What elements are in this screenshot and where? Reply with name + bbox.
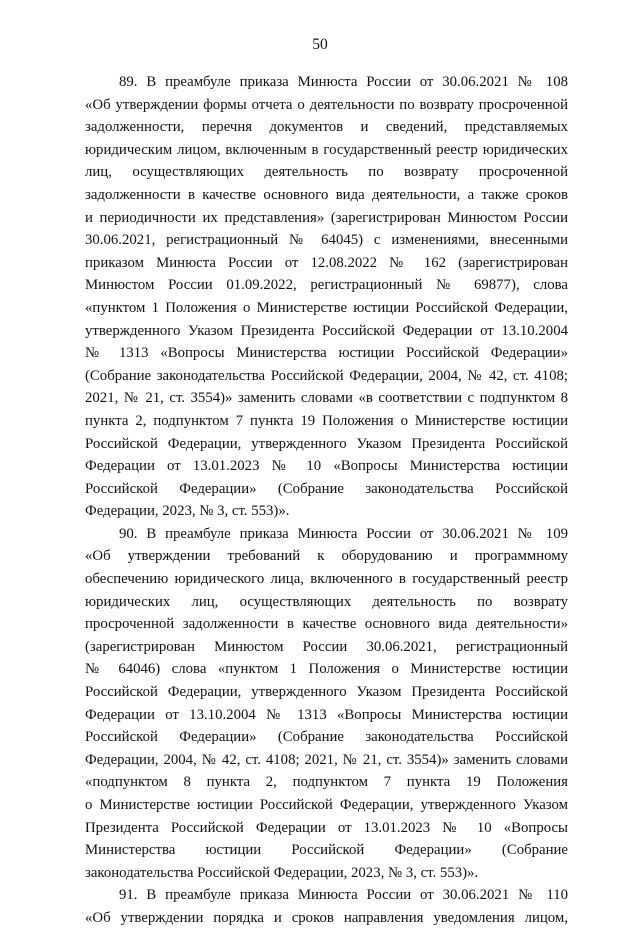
text-line: № 1313 «Вопросы Министерства юстиции Российской Федерации» [85, 345, 568, 362]
text-line: 89. В преамбуле приказа Минюста России от 30.06.2021 № 108 [119, 74, 568, 90]
paragraph-3 [85, 884, 568, 929]
paragraph-1 [85, 71, 568, 523]
text-line: Федерации от 13.01.2023 № 10 «Вопросы Министерства юстиции [85, 458, 568, 475]
text-line: Минюстом России 01.09.2022, регистрационный № 69877), слова [85, 277, 568, 294]
text-line: Российской Федерации, утвержденного Указом Президента Российской [85, 435, 568, 452]
text-line: Президента Российской Федерации от 13.01.2023 № 10 «Вопросы [85, 819, 568, 836]
text-line: «подпунктом 8 пункта 2, подпунктом 7 пункта 19 Положения [85, 774, 568, 791]
text-line: № 64046) слова «пунктом 1 Положения о Министерстве юстиции [85, 661, 568, 678]
text-line: Российской Федерации» (Собрание законодательства Российской [85, 480, 568, 497]
text-line: юридических лиц, осуществляющих деятельность по возврату [85, 593, 568, 610]
text-line: «Об утверждении порядка и сроков направления уведомления лицом, [85, 909, 568, 926]
document-body [85, 71, 568, 930]
text-line: (зарегистрирован Минюстом России 30.06.2021, регистрационный [85, 638, 568, 655]
text-line: Российской Федерации, утвержденного Указом Президента Российской [85, 684, 568, 701]
text-line: законодательства Российской Федерации, 2023, № 3, ст. 553)». [85, 864, 479, 881]
text-line: утвержденного Указом Президента Российской Федерации от 13.10.2004 [85, 322, 568, 339]
text-line: лиц, осуществляющих деятельность по возврату просроченной [85, 164, 568, 181]
text-line: юридическим лицом, включенным в государственный реестр юридических [85, 141, 568, 158]
text-line: «пунктом 1 Положения о Министерстве юстиции Российской Федерации, [85, 299, 568, 316]
text-line: 30.06.2021, регистрационный № 64045) с изменениями, внесенными [85, 232, 568, 249]
text-line: 91. В преамбуле приказа Минюста России от 30.06.2021 № 110 [119, 887, 568, 904]
text-line: Федерации, 2004, № 42, ст. 4108; 2021, № 21, ст. 3554)» заменить словами [85, 751, 568, 768]
page-number: 50 [312, 36, 328, 53]
text-line: 2021, № 21, ст. 3554)» заменить словами «в соответствии с подпунктом 8 [85, 390, 568, 407]
text-line: и периодичности их представления» (зарегистрирован Минюстом России [85, 209, 568, 226]
text-line: обеспечению юридического лица, включенного в государственный реестр [85, 571, 568, 588]
text-line: 90. В преамбуле приказа Минюста России от 30.06.2021 № 109 [119, 525, 568, 542]
text-line: приказом Минюста России от 12.08.2022 № 162 (зарегистрирован [85, 254, 568, 271]
text-line: просроченной задолженности в качестве основного вида деятельности» [85, 616, 568, 633]
text-line: Российской Федерации» (Собрание законодательства Российской [85, 729, 568, 746]
text-line: «Об утверждении формы отчета о деятельности по возврату просроченной [85, 96, 568, 113]
text-line: задолженности в качестве основного вида деятельности, а также сроков [85, 186, 568, 203]
text-line: задолженности, перечня документов и сведений, представляемых [85, 119, 568, 136]
text-line: о Министерстве юстиции Российской Федерации, утвержденного Указом [85, 797, 568, 813]
text-line: Федерации, 2023, № 3, ст. 553)». [85, 503, 290, 520]
text-line: (Собрание законодательства Российской Федерации, 2004, № 42, ст. 4108; [85, 367, 568, 384]
paragraph-2 [85, 523, 568, 885]
text-line: «Об утверждении требований к оборудованию и программному [85, 548, 568, 565]
text-line: пункта 2, подпунктом 7 пункта 19 Положения о Министерстве юстиции [85, 412, 568, 429]
text-line: Федерации от 13.10.2004 № 1313 «Вопросы Министерства юстиции [85, 706, 568, 723]
text-line: Министерства юстиции Российской Федерации» (Собрание [85, 842, 568, 859]
